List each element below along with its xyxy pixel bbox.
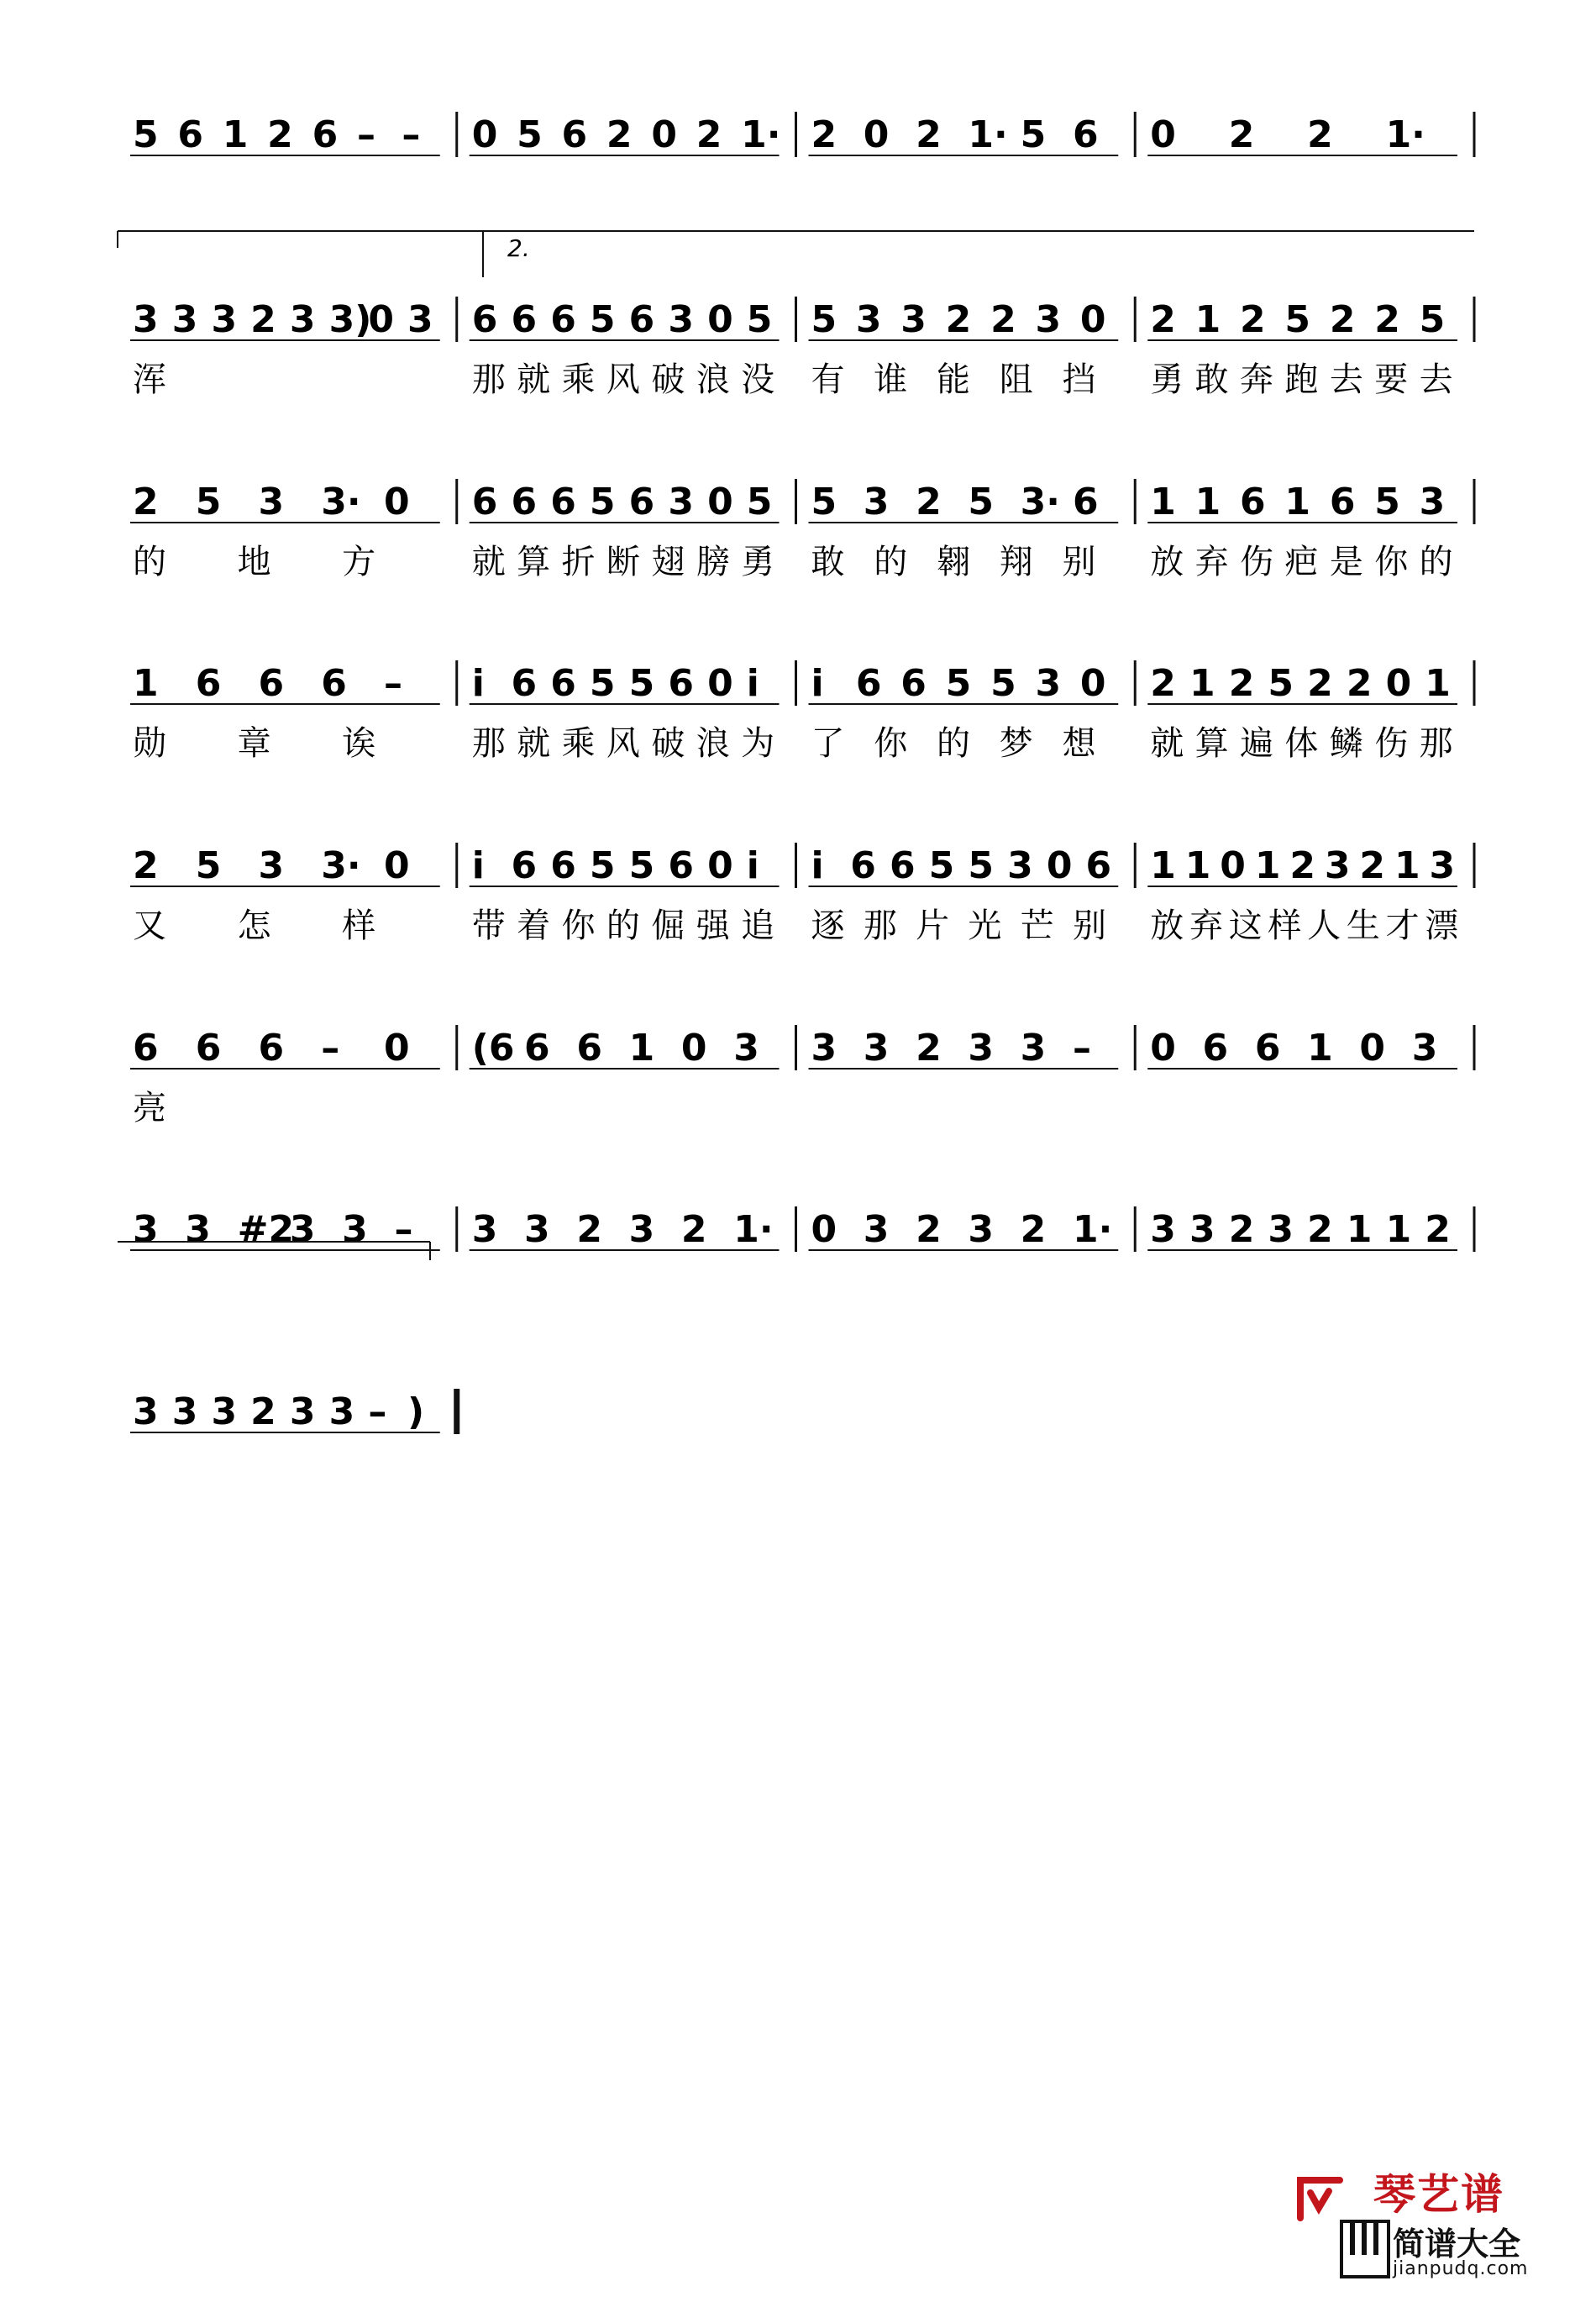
note: 3	[863, 1027, 890, 1070]
note: 3	[211, 1390, 238, 1433]
lyric: 体	[1284, 724, 1319, 763]
note: 3	[1150, 1208, 1176, 1251]
lyric: 你	[874, 724, 908, 763]
note: 5	[945, 662, 972, 705]
lyric: 鳞	[1329, 724, 1363, 763]
note: 3	[1411, 1027, 1438, 1070]
lyric: 那	[471, 724, 506, 763]
note: 6	[195, 662, 222, 705]
note: 0	[384, 844, 410, 887]
lyric: 倔	[651, 907, 685, 945]
lyric: 疤	[1284, 543, 1319, 581]
lyric: 浪	[696, 724, 730, 763]
note: 0	[368, 298, 394, 341]
lyric: 带	[471, 907, 506, 945]
lyric: 芒	[1020, 907, 1054, 945]
lyric: 的	[874, 543, 908, 581]
lyric: 诶	[342, 724, 376, 763]
note: 5	[928, 844, 955, 887]
note: 6	[1085, 844, 1112, 887]
volta-label: 2.	[507, 234, 530, 262]
lyric: 勇	[741, 543, 775, 581]
note: 6	[195, 1027, 222, 1070]
note: 6	[1254, 1027, 1281, 1070]
note: 5	[1268, 662, 1294, 705]
lyric: 章	[237, 724, 271, 763]
lyric: 乘	[561, 360, 596, 399]
note: 6	[1072, 481, 1099, 523]
lyric: 那	[471, 360, 506, 399]
note: 1	[1194, 481, 1221, 523]
note: 3	[185, 1208, 211, 1251]
logo-subtitle: 简谱大全	[1393, 2226, 1521, 2263]
note: 2	[1289, 844, 1315, 887]
lyric: 放	[1150, 543, 1184, 581]
note: 5	[589, 481, 616, 523]
lyric: 断	[606, 543, 640, 581]
lyric: 你	[1374, 543, 1409, 581]
lyric: 的	[1419, 543, 1453, 581]
note: 0	[707, 844, 733, 887]
lyric: 风	[606, 724, 640, 763]
lyric: 着	[517, 907, 551, 945]
lyric: 的	[606, 907, 640, 945]
note: 2	[811, 113, 837, 156]
note: 3·	[321, 481, 361, 523]
lyric: 想	[1062, 724, 1096, 763]
note: –	[402, 113, 421, 156]
lyric: 浪	[696, 360, 730, 399]
lyric: 就	[471, 543, 506, 581]
note: 6	[511, 662, 538, 705]
logo-url: jianpudq.com	[1393, 2258, 1529, 2279]
lyric: 奔	[1240, 360, 1274, 399]
note: 1	[1150, 844, 1176, 887]
lyric: 为	[741, 724, 775, 763]
note: 5	[195, 844, 222, 887]
note: 3	[1419, 481, 1446, 523]
lyric: 谁	[874, 360, 908, 399]
note: 1	[1425, 662, 1451, 705]
lyric: 就	[1150, 724, 1184, 763]
lyric: 那	[1419, 724, 1453, 763]
note: 6	[550, 481, 576, 523]
note: –	[1072, 1027, 1091, 1070]
site-logo	[1294, 2159, 1571, 2285]
note: 6	[1329, 481, 1356, 523]
note: 2	[133, 844, 159, 887]
lyric: 逐	[811, 907, 845, 945]
note: 1·	[1385, 113, 1425, 156]
note: 6	[668, 662, 694, 705]
note: 6	[312, 113, 339, 156]
lyric: 这	[1228, 907, 1263, 945]
note: 3	[258, 844, 285, 887]
note: 2	[1307, 113, 1333, 156]
note: 1	[222, 113, 249, 156]
note: 2	[606, 113, 633, 156]
note: 6	[471, 481, 498, 523]
note: 2	[250, 1390, 276, 1433]
note: 5	[517, 113, 543, 156]
note: 0	[1046, 844, 1073, 887]
lyric: 是	[1329, 543, 1363, 581]
note: 6	[177, 113, 204, 156]
note: 1	[1385, 1208, 1412, 1251]
lyric: 漂	[1425, 907, 1459, 945]
note: 2	[1307, 662, 1333, 705]
lyric: 强	[696, 907, 730, 945]
note: 6	[628, 298, 655, 341]
note: 0	[707, 298, 733, 341]
note: 3	[407, 298, 433, 341]
note: 1·	[733, 1208, 774, 1251]
note: 3	[1324, 844, 1351, 887]
lyric: 弃	[1189, 907, 1223, 945]
lyric: 翅	[651, 543, 685, 581]
lyric: 别	[1062, 543, 1096, 581]
note: 6	[900, 662, 927, 705]
note: 1	[1150, 481, 1176, 523]
lyric: 敢	[1194, 360, 1229, 399]
note: 3	[171, 1390, 198, 1433]
note: 2	[1228, 662, 1255, 705]
note: 3	[133, 1208, 159, 1251]
note: 3	[258, 481, 285, 523]
note: 3	[733, 1027, 759, 1070]
note: i	[746, 662, 759, 705]
note: –	[368, 1390, 387, 1433]
note: 5	[195, 481, 222, 523]
note: 0	[707, 481, 733, 523]
note: 2	[1329, 298, 1356, 341]
note: (6	[471, 1027, 515, 1070]
lyric: 勋	[133, 724, 166, 763]
lyric: 光	[968, 907, 1002, 945]
note: 6	[668, 844, 694, 887]
lyric: 翔	[999, 543, 1033, 581]
note: 3	[211, 298, 238, 341]
note: 6	[1202, 1027, 1229, 1070]
lyric: 放	[1150, 907, 1184, 945]
note: 3	[968, 1027, 994, 1070]
lyric: 破	[651, 360, 685, 399]
lyric: 梦	[999, 724, 1033, 763]
note: 3	[1007, 844, 1033, 887]
note: 3	[289, 1208, 316, 1251]
note: 0	[651, 113, 677, 156]
note: 3	[1189, 1208, 1215, 1251]
note: 3	[289, 298, 316, 341]
note: 6	[550, 662, 576, 705]
lyric: 又	[133, 907, 166, 945]
lyric: 没	[741, 360, 775, 399]
note: 0	[1079, 662, 1106, 705]
note: 1	[133, 662, 159, 705]
lyric: 敢	[811, 543, 845, 581]
lyric: 乘	[561, 724, 596, 763]
note: 3	[328, 1390, 355, 1433]
note: 6	[258, 662, 285, 705]
note: 1	[1184, 844, 1211, 887]
note: 2	[576, 1208, 602, 1251]
note: 1	[1189, 662, 1215, 705]
lyric: 跑	[1284, 360, 1319, 399]
note: #2	[237, 1208, 295, 1251]
note: –	[394, 1208, 413, 1251]
lyric: 折	[561, 543, 596, 581]
note: 3	[863, 1208, 890, 1251]
lyric: 要	[1374, 360, 1409, 399]
note: 1	[1194, 298, 1221, 341]
lyric: 勇	[1150, 360, 1184, 399]
note: 1	[1394, 844, 1420, 887]
note: 6	[133, 1027, 159, 1070]
note: i	[811, 662, 824, 705]
lyric: 怎	[237, 907, 271, 945]
note: i	[746, 844, 759, 887]
note: 6	[889, 844, 916, 887]
note: 1	[1284, 481, 1311, 523]
lyric: 生	[1346, 907, 1380, 945]
note: 3	[289, 1390, 316, 1433]
note: 6	[628, 481, 655, 523]
note: 1	[1346, 1208, 1373, 1251]
note: 0	[1359, 1027, 1386, 1070]
note: 0	[471, 113, 498, 156]
note: 3	[1268, 1208, 1294, 1251]
note: 3	[171, 298, 198, 341]
note: 5	[968, 481, 994, 523]
lyric: 你	[561, 907, 596, 945]
note: 0	[863, 113, 890, 156]
note: 5	[628, 844, 655, 887]
lyric: 算	[517, 543, 551, 581]
note: 3	[133, 298, 159, 341]
lyric: 片	[916, 907, 950, 945]
note: 1·	[968, 113, 1008, 156]
note: 2	[916, 113, 942, 156]
note: 0	[1150, 1027, 1176, 1070]
lyric: 翱	[937, 543, 970, 581]
note: i	[471, 844, 485, 887]
lyric: 人	[1307, 907, 1341, 945]
note: 5	[811, 481, 837, 523]
note: 5	[1419, 298, 1446, 341]
note: 0	[384, 1027, 410, 1070]
note: 6	[321, 662, 347, 705]
note: 2	[1307, 1208, 1333, 1251]
lyric: 膀	[696, 543, 730, 581]
lyric: 伤	[1374, 724, 1409, 763]
note: 2	[990, 298, 1016, 341]
lyric: 地	[237, 543, 271, 581]
lyric: 那	[863, 907, 897, 945]
note: 6	[576, 1027, 602, 1070]
lyric: 才	[1385, 907, 1420, 945]
note: 6	[258, 1027, 285, 1070]
note: i	[471, 662, 485, 705]
note: 5	[1374, 481, 1400, 523]
note: 3	[668, 481, 694, 523]
lyric: 能	[937, 360, 970, 399]
note: 2	[267, 113, 293, 156]
note: 2	[1425, 1208, 1451, 1251]
note: 3	[524, 1208, 550, 1251]
note: 3	[1429, 844, 1456, 887]
note: 5	[1284, 298, 1311, 341]
note: 1	[1254, 844, 1281, 887]
note: 0	[680, 1027, 707, 1070]
note: 3	[668, 298, 694, 341]
note: 5	[589, 662, 616, 705]
lyric: 去	[1419, 360, 1453, 399]
note: 5	[133, 113, 159, 156]
lyric: 方	[342, 543, 376, 581]
lyric: 阻	[999, 360, 1033, 399]
note: –	[384, 662, 402, 705]
note: 1	[1307, 1027, 1333, 1070]
note: 6	[1072, 113, 1099, 156]
note: 3	[1020, 1027, 1047, 1070]
note: 2	[133, 481, 159, 523]
note: 0	[1079, 298, 1106, 341]
note: 3	[968, 1208, 994, 1251]
note: 2	[250, 298, 276, 341]
note: 6	[561, 113, 588, 156]
note: 0	[1150, 113, 1176, 156]
lyric: 的	[937, 724, 970, 763]
note: 6	[855, 662, 882, 705]
lyric: 算	[1194, 724, 1229, 763]
note: 3	[855, 298, 882, 341]
note: 5	[1020, 113, 1047, 156]
note: 2	[1150, 662, 1176, 705]
note: 5	[990, 662, 1016, 705]
note: 2	[916, 1208, 942, 1251]
note: 2	[680, 1208, 707, 1251]
lyric: 有	[811, 360, 845, 399]
lyric: 就	[517, 360, 551, 399]
note: 0	[1385, 662, 1412, 705]
note: 2	[1240, 298, 1266, 341]
note: 3	[900, 298, 927, 341]
lyric: 遍	[1240, 724, 1274, 763]
note: 2	[1020, 1208, 1047, 1251]
lyric: 弃	[1194, 543, 1229, 581]
note: 3	[1035, 298, 1062, 341]
note: 6	[850, 844, 876, 887]
lyric: 破	[651, 724, 685, 763]
lyric: 了	[811, 724, 845, 763]
note: 6	[511, 298, 538, 341]
note: 1	[628, 1027, 655, 1070]
lyric: 挡	[1062, 360, 1096, 399]
lyric: 追	[741, 907, 775, 945]
note: i	[811, 844, 824, 887]
note: 6	[550, 298, 576, 341]
note: 5	[589, 298, 616, 341]
lyric: 浑	[133, 360, 166, 399]
note: 2	[1359, 844, 1386, 887]
lyric: 就	[517, 724, 551, 763]
note: 2	[916, 1027, 942, 1070]
note: 0	[1220, 844, 1246, 887]
note: 2	[696, 113, 722, 156]
note: 3	[1035, 662, 1062, 705]
lyric: 样	[342, 907, 376, 945]
note: 5	[589, 844, 616, 887]
lyric: 别	[1072, 907, 1106, 945]
keyboard-icon	[1340, 2220, 1390, 2278]
note: 3	[628, 1208, 655, 1251]
note: 2	[1346, 662, 1373, 705]
lyric: 风	[606, 360, 640, 399]
note: 6	[550, 844, 576, 887]
note: 5	[746, 298, 773, 341]
lyric: 的	[133, 543, 166, 581]
note: 0	[707, 662, 733, 705]
note: )	[407, 1390, 425, 1433]
note: 6	[471, 298, 498, 341]
note: 1·	[1072, 1208, 1113, 1251]
note: 5	[968, 844, 994, 887]
note: 6	[1240, 481, 1266, 523]
lyric: 样	[1268, 907, 1302, 945]
note: 3	[863, 481, 890, 523]
note: –	[321, 1027, 340, 1070]
note: 3	[471, 1208, 498, 1251]
note: 3	[342, 1208, 368, 1251]
note: 6	[511, 481, 538, 523]
note: 3	[133, 1390, 159, 1433]
note: 0	[811, 1208, 837, 1251]
note: 3·	[1020, 481, 1061, 523]
lyric: 亮	[133, 1089, 166, 1127]
note: 2	[945, 298, 972, 341]
logo-brand: 琴艺谱	[1373, 2170, 1504, 2219]
lyric: 伤	[1240, 543, 1274, 581]
note: 0	[384, 481, 410, 523]
note: 2	[1374, 298, 1400, 341]
note: 2	[1228, 113, 1255, 156]
note: 5	[628, 662, 655, 705]
note: 3)	[328, 298, 372, 341]
note: 2	[1228, 1208, 1255, 1251]
note: 3	[811, 1027, 837, 1070]
note: 6	[524, 1027, 550, 1070]
note: 5	[811, 298, 837, 341]
note: 5	[746, 481, 773, 523]
note: –	[356, 113, 375, 156]
lyric: 去	[1329, 360, 1363, 399]
note: 6	[511, 844, 538, 887]
note: 3·	[321, 844, 361, 887]
note: 2	[1150, 298, 1176, 341]
note: 1·	[741, 113, 781, 156]
note: 2	[916, 481, 942, 523]
